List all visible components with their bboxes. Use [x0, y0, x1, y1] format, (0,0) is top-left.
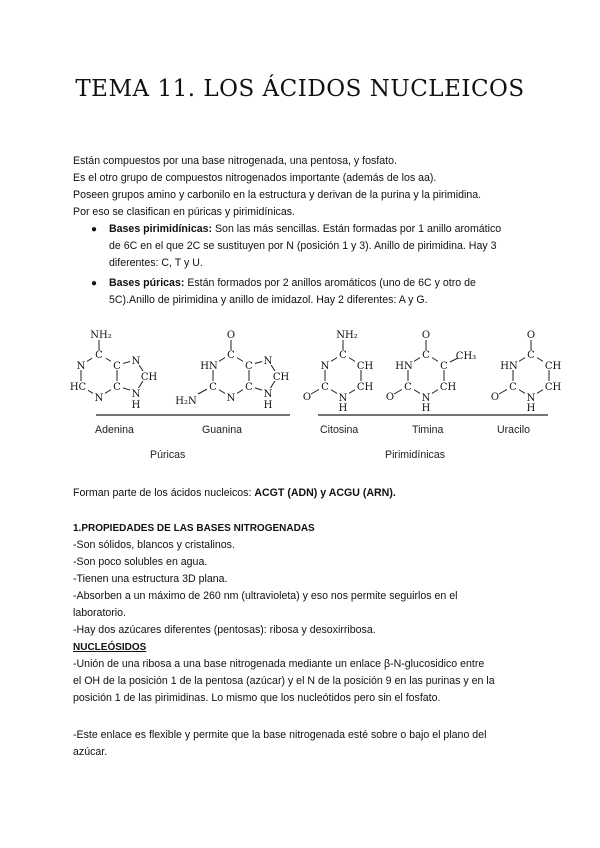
svg-text:HN: HN — [200, 361, 218, 372]
svg-text:C: C — [422, 350, 430, 361]
svg-text:NH₂: NH₂ — [336, 330, 358, 341]
nucleosidos-line-4: -Este enlace es flexible y permite que la base nitrogenada esté sobre o bajo el plano del — [73, 729, 487, 741]
nucleosidos-line-1: -Unión de una ribosa a una base nitrogenada mediante un enlace β-N-glucosidico entre — [73, 658, 485, 670]
prop-item-4-cont: laboratorio. — [73, 607, 126, 619]
forman-parte-line: Forman parte de los ácidos nucleicos: ACGT (ADN) y ACGU (ARN). — [73, 487, 396, 499]
svg-text:C: C — [339, 350, 347, 361]
svg-text:HN: HN — [395, 361, 413, 372]
svg-text:N: N — [421, 393, 431, 404]
svg-text:CH₃: CH₃ — [455, 351, 477, 362]
bullet-dot: ● — [91, 224, 98, 235]
svg-text:N: N — [338, 393, 348, 404]
svg-text:C: C — [440, 361, 448, 372]
bullet-puricas-line-2: 5C).Anillo de pirimidina y anillo de imidazol. Hay 2 diferentes: A y G. — [109, 294, 428, 306]
svg-text:N: N — [263, 389, 273, 400]
prop-item-1: -Son sólidos, blancos y cristalinos. — [73, 539, 235, 551]
svg-text:H: H — [526, 403, 536, 414]
svg-text:N: N — [76, 361, 86, 372]
svg-text:C: C — [227, 350, 235, 361]
section-heading-nucleosidos: NUCLEÓSIDOS — [73, 642, 147, 653]
prop-item-4: -Absorben a un máximo de 260 nm (ultravioleta) y eso nos permite seguirlos en el — [73, 590, 458, 602]
svg-text:H₂N: H₂N — [175, 396, 197, 407]
svg-text:H: H — [263, 400, 273, 411]
label-timina: Timina — [412, 424, 444, 436]
svg-text:CH: CH — [356, 382, 374, 393]
svg-text:HC: HC — [69, 382, 87, 393]
intro-line-1: Están compuestos por una base nitrogenada, una pentosa, y fosfato. — [73, 155, 397, 167]
bullet-puricas-line-1: Bases púricas: Están formados por 2 anillos aromáticos (uno de 6C y otro de — [109, 277, 476, 289]
svg-text:N: N — [94, 393, 104, 404]
svg-text:O: O — [526, 330, 536, 341]
svg-text:CH: CH — [356, 361, 374, 372]
svg-text:C: C — [113, 382, 121, 393]
svg-text:N: N — [263, 356, 273, 367]
svg-text:C: C — [95, 350, 103, 361]
svg-text:O: O — [490, 392, 500, 403]
nucleosidos-line-3: posición 1 de las pirimidinas. Lo mismo que los nucleótidos pero sin el fosfato. — [73, 692, 441, 704]
svg-text:NH₂: NH₂ — [90, 330, 112, 341]
svg-text:C: C — [321, 382, 329, 393]
nucleosidos-line-2: el OH de la posición 1 de la pentosa (azúcar) y el N de la posición 9 en las purinas y en la — [73, 675, 495, 687]
svg-text:O: O — [226, 330, 236, 341]
svg-text:CH: CH — [272, 372, 290, 383]
svg-text:H: H — [338, 403, 348, 414]
label-guanina: Guanina — [202, 424, 243, 436]
prop-item-2: -Son poco solubles en agua. — [73, 556, 208, 568]
label-citosina: Citosina — [320, 424, 359, 436]
svg-text:C: C — [527, 350, 535, 361]
svg-text:N: N — [131, 356, 141, 367]
page-title: TEMA 11. LOS ÁCIDOS NUCLEICOS — [75, 76, 525, 102]
svg-text:C: C — [245, 382, 253, 393]
svg-text:H: H — [131, 400, 141, 411]
svg-text:O: O — [421, 330, 431, 341]
prop-item-3: -Tienen una estructura 3D plana. — [73, 573, 228, 585]
svg-text:C: C — [113, 361, 121, 372]
prop-item-5: -Hay dos azúcares diferentes (pentosas): ribosa y desoxirribosa. — [73, 624, 376, 636]
svg-text:HN: HN — [500, 361, 518, 372]
label-puricas: Púricas — [150, 449, 186, 461]
svg-text:N: N — [131, 389, 141, 400]
svg-text:O: O — [385, 392, 395, 403]
label-pirimidinicas: Pirimidínicas — [385, 449, 446, 461]
intro-line-3: Poseen grupos amino y carbonilo en la estructura y derivan de la purina y la pirimidina. — [73, 189, 482, 201]
svg-text:H: H — [421, 403, 431, 414]
svg-text:C: C — [245, 361, 253, 372]
nucleosidos-line-5: azúcar. — [73, 746, 108, 758]
svg-text:C: C — [209, 382, 217, 393]
svg-text:CH: CH — [544, 361, 562, 372]
label-adenina: Adenina — [95, 424, 134, 436]
bullet-pirimidinicas-line-3: diferentes: C, T y U. — [109, 257, 203, 269]
svg-text:N: N — [226, 393, 236, 404]
bullet-pirimidinicas-line-1: Bases pirimidínicas: Son las más sencillas. Están formadas por 1 anillo aromático — [109, 223, 502, 235]
label-uracilo: Uracilo — [497, 424, 530, 436]
section-heading-propiedades: 1.PROPIEDADES DE LAS BASES NITROGENADAS — [73, 523, 315, 534]
svg-text:CH: CH — [544, 382, 562, 393]
bullet-dot: ● — [91, 278, 98, 289]
intro-line-2: Es el otro grupo de compuestos nitrogenados importante (además de los aa). — [73, 172, 437, 184]
bullet-pirimidinicas-line-2: de 6C en el que 2C se sustituyen por N (posición 1 y 3). Anillo de pirimidina. Hay 3 — [109, 240, 497, 252]
svg-text:CH: CH — [439, 382, 457, 393]
svg-text:C: C — [509, 382, 517, 393]
svg-text:N: N — [320, 361, 330, 372]
svg-text:N: N — [526, 393, 536, 404]
svg-text:C: C — [404, 382, 412, 393]
svg-text:CH: CH — [140, 372, 158, 383]
svg-text:O: O — [302, 392, 312, 403]
intro-line-4: Por eso se clasifican en púricas y pirimidínicas. — [73, 206, 295, 218]
nitrogenous-bases-figure — [0, 322, 600, 472]
